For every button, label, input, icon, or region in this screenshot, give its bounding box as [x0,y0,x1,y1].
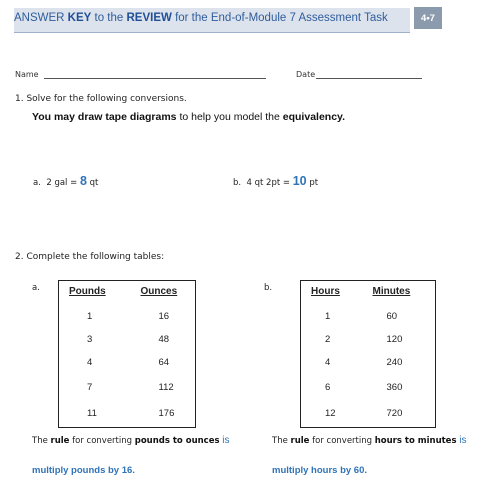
table-cell: 3 [87,333,93,345]
table-row [59,305,196,328]
table-cell: 4 [87,356,93,368]
table-a-header-ounces: Ounces [140,286,178,298]
table-row [59,328,196,351]
rule-a-word: rule [50,436,70,446]
date-field[interactable] [316,78,422,79]
conversion-b-expression: 4 qt 2pt = [246,178,293,188]
table-cell: 64 [158,356,170,368]
table-a-header-pounds: Pounds [69,286,106,298]
title-suffix: for the End-of-Module 7 Assessment Task [171,12,388,24]
date-label: Date [296,70,316,79]
rule-a-is: is [219,435,230,446]
title-keyword-key: KEY [67,12,92,24]
rule-a-text [32,435,230,446]
table-cell: 240 [386,356,403,368]
conversion-b-unit: pt [306,178,319,188]
question-1-instruction [32,111,345,123]
table-row [301,401,436,428]
question-1-prompt: 1. Solve for the following conversions. [15,94,187,104]
table-b-header-minutes: Minutes [372,286,411,298]
instruction-end: equivalency. [282,111,346,123]
conversion-b-answer: 10 [292,174,307,188]
table-b-label: b. [264,283,273,293]
table-cell: 6 [325,381,331,393]
table-cell: 1 [325,310,331,322]
table-row [59,401,196,428]
table-cell: 48 [158,333,170,345]
conversion-a-answer: 8 [79,174,87,188]
table-cell: 2 [325,333,331,345]
rule-b-is: is [456,435,467,446]
rule-b-answer: multiply hours by 60. [272,465,368,476]
title-keyword-review: REVIEW [126,12,172,24]
table-cell: 60 [386,310,398,322]
rule-a-mid: for converting [69,436,135,446]
rule-a-start: The [32,436,51,446]
table-cell: 12 [325,408,336,420]
rule-b-text [272,435,467,446]
table-a-label: a. [32,283,40,293]
table-row [59,351,196,374]
conversion-a [33,174,98,188]
table-cell: 112 [158,381,174,393]
table-cell: 720 [386,408,403,420]
conversion-b [233,174,318,188]
title-connector: to the [91,12,127,24]
table-cell: 16 [158,310,170,322]
document-title [14,12,388,24]
table-cell: 7 [87,381,93,393]
name-label: Name [15,70,39,79]
pounds-ounces-table [58,280,196,428]
instruction-start: You may draw tape diagrams [32,111,180,123]
conversion-a-expression: 2 gal = [46,178,80,188]
table-row [301,374,436,401]
table-cell: 120 [386,333,403,345]
table-cell: 176 [158,408,175,420]
rule-b-word: rule [290,436,310,446]
table-cell: 1 [87,310,93,322]
table-row [301,328,436,351]
name-field[interactable] [44,78,266,79]
table-cell: 11 [87,408,97,420]
conversion-a-label: a. [33,178,41,188]
rule-a-answer: multiply pounds by 16. [32,465,135,476]
question-2-prompt: 2. Complete the following tables: [15,252,165,262]
rule-b-mid: for converting [309,436,375,446]
rule-b-subject: hours to minutes [374,436,457,446]
table-cell: 360 [386,381,403,393]
table-row [301,305,436,328]
table-row [301,351,436,374]
module-tag: 4•7 [414,7,442,29]
title-prefix: ANSWER [14,12,68,24]
hours-minutes-table [300,280,436,428]
table-b-header-hours: Hours [311,286,340,298]
instruction-mid: to help you model the [179,111,283,123]
rule-a-subject: pounds to ounces [134,436,220,446]
conversion-b-label: b. [233,178,242,188]
table-row [59,374,196,401]
rule-b-start: The [272,436,291,446]
table-cell: 4 [325,356,331,368]
conversion-a-unit: qt [86,178,99,188]
